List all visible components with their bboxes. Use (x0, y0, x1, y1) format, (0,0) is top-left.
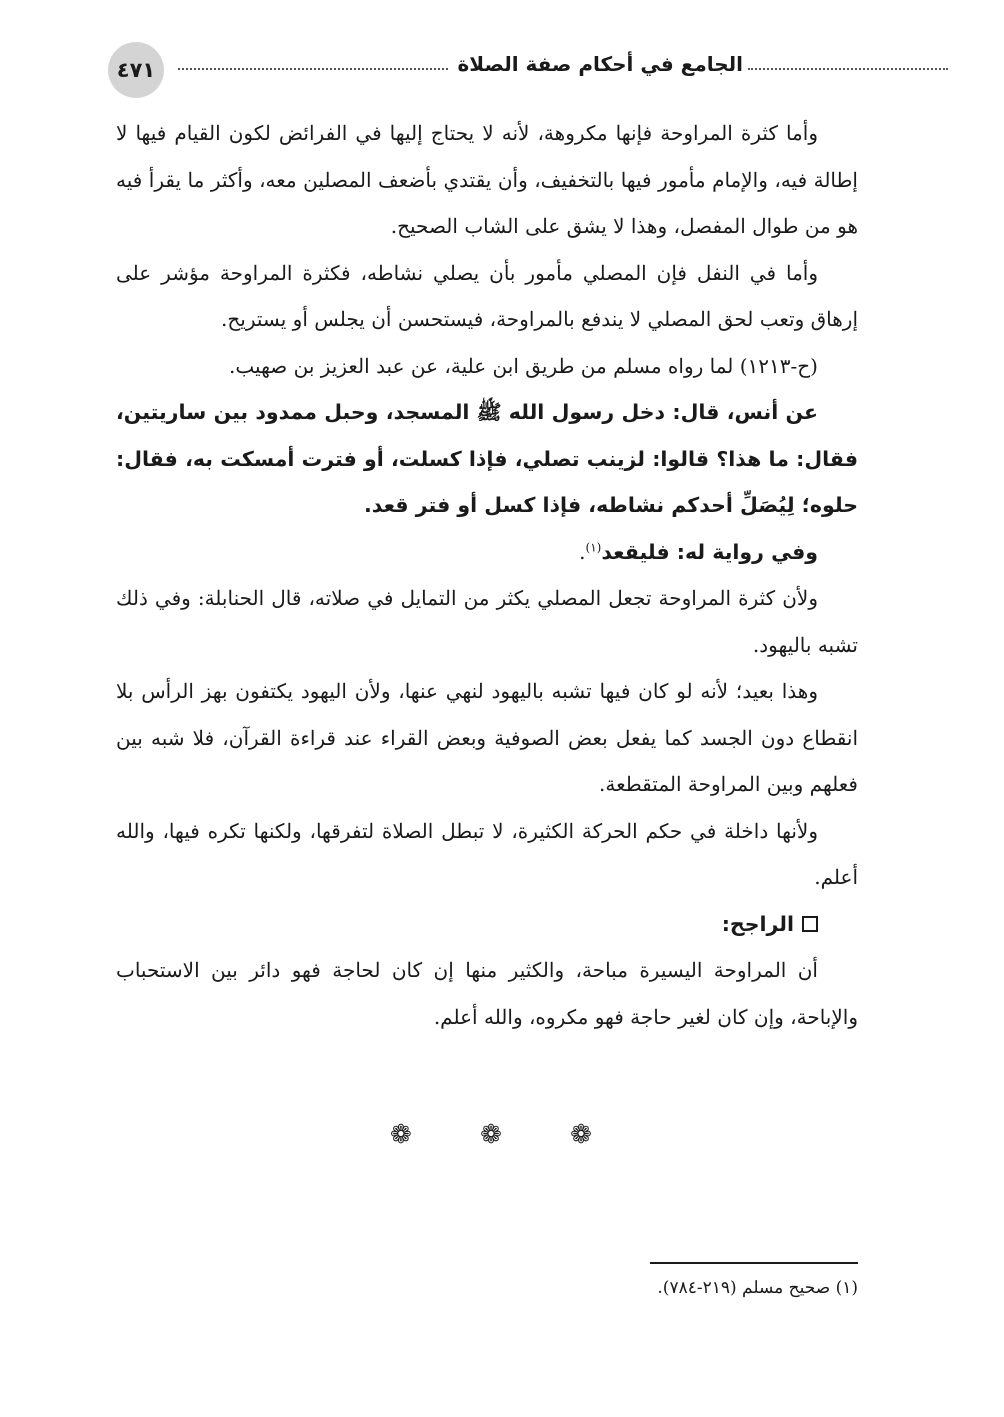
hadith-text: عن أنس، قال: دخل رسول الله ﷺ المسجد، وحبل ممدود بين ساريتين، فقال: ما هذا؟ قالوا: لزينب تصلي، فإذا كسلت، أو فترت أمسكت به، فقال: حلوه؛ لِيُصَلِّ أحدكم نشاطه، فإذا كسل أو فتر قعد. (116, 400, 858, 517)
riwaya-text: وفي رواية له: فليقعد (601, 539, 818, 564)
header-dotted-line-right (748, 68, 948, 70)
footnote-separator (650, 1262, 858, 1264)
page-header (108, 42, 848, 98)
paragraph-6: ولأنها داخلة في حكم الحركة الكثيرة، لا تبطل الصلاة لتفرقها، ولكنها تكره فيها، والله أعلم. (116, 818, 858, 889)
riwaya-period: . (579, 539, 586, 564)
checkbox-square-icon (802, 916, 818, 932)
header-dotted-line-left (178, 68, 448, 70)
hadith-reference: (ح-١٢١٣) لما رواه مسلم من طريق ابن علية، عن عبد العزيز بن صهيب. (229, 353, 818, 378)
riwaya-line (116, 529, 858, 576)
paragraph-2: وأما في النفل فإن المصلي مأمور بأن يصلي نشاطه، فكثرة المراوحة مؤشر على إرهاق وتعب لحق المصلي لا يندفع بالمراوحة، فيستحسن أن يجلس أو يستريح. (116, 260, 858, 331)
main-text (116, 110, 858, 1040)
flower-ornament-icon: ❁ (480, 1120, 524, 1150)
rajih-heading-line (116, 901, 858, 948)
paragraph-5: وهذا بعيد؛ لأنه لو كان فيها تشبه باليهود لنهي عنها، ولأن اليهود يكتفون بهز الرأس بلا انقطاع دون الجسد كما يفعل بعض الصوفية وبعض القراء عند قراءة القرآن، فلا شبه بين فعلهم وبين المراوحة المتقطعة. (116, 679, 858, 796)
rajih-heading: الراجح: (721, 911, 794, 936)
footnote-marker[interactable]: (١) (585, 539, 602, 554)
running-title: الجامع في أحكام صفة الصلاة (457, 52, 743, 76)
footnote-1: (١) صحيح مسلم (٢١٩-٧٨٤). (657, 1278, 858, 1298)
paragraph-4: ولأن كثرة المراوحة تجعل المصلي يكثر من التمايل في صلاته، قال الحنابلة: وفي ذلك تشبه باليهود. (116, 586, 858, 657)
flower-ornament-icon: ❁ (390, 1120, 434, 1150)
paragraph-1: وأما كثرة المراوحة فإنها مكروهة، لأنه لا يحتاج إليها في الفرائض لكون القيام فيها لا إطالة فيه، والإمام مأمور فيها بالتخفيف، وأن يقتدي بأضعف المصلين معه، وأكثر ما يقرأ فيه هو من طوال المفصل، وهذا لا يشق على الشاب الصحيح. (116, 121, 858, 238)
flower-ornament-icon: ❁ (570, 1120, 614, 1150)
page-number: ٤٧١ (108, 42, 164, 98)
section-ornaments (0, 1120, 1004, 1150)
paragraph-7: أن المراوحة اليسيرة مباحة، والكثير منها إن كان لحاجة فهو دائر بين الاستحباب والإباحة، وإن كان لغير حاجة فهو مكروه، والله أعلم. (116, 958, 858, 1029)
